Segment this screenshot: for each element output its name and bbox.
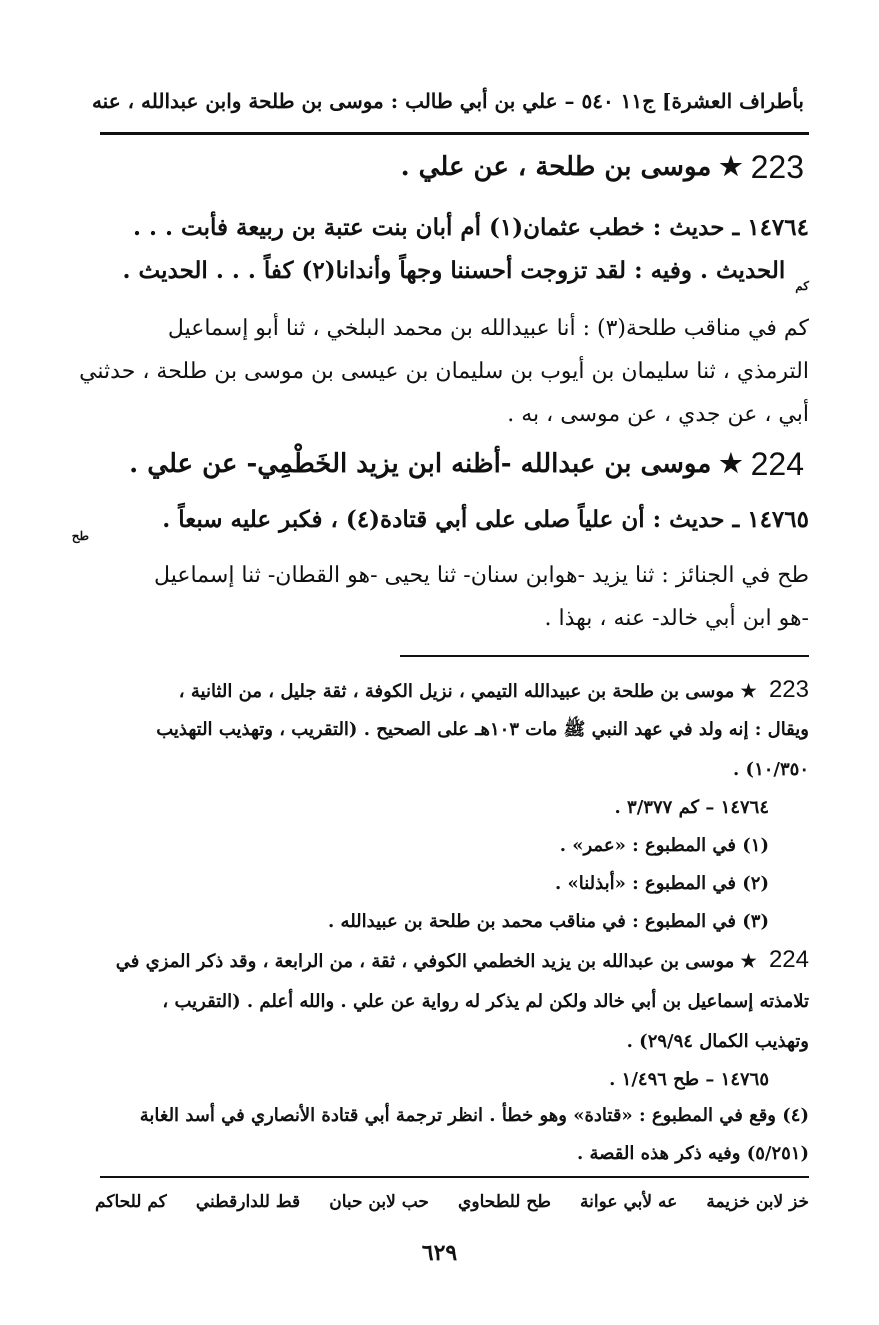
isnad-text: طح في الجنائز : ثنا يزيد -هوابن سنان- ثنا يحيى -هو القطان- ثنا إسماعيل <box>154 563 809 588</box>
abbreviation-key <box>95 1192 809 1212</box>
footnote-224-line-3 <box>100 1026 809 1058</box>
footnote-text: ١٠/٣٥٠) . <box>733 759 809 780</box>
abbrev-item: حب لابن حبان <box>329 1192 429 1212</box>
footnote-text: تلامذته إسماعيل بن أبي خالد ولكن لم يذكر له رواية عن علي . والله أعلم . (التقريب ، <box>162 991 809 1012</box>
footnote-text: (٤) وقع في المطبوع : «قتادة» وهو خطأ . انظر ترجمة أبي قتادة الأنصاري في أسد الغابة <box>139 1105 809 1126</box>
source-code: طح <box>71 529 89 543</box>
abbrev-item: عه لأبي عوانة <box>580 1192 678 1212</box>
footnote-223-line-3 <box>100 754 809 786</box>
isnad-text: كم في مناقب طلحة(٣) : أنا عبيدالله بن محمد البلخي ، ثنا أبو إسماعيل <box>167 316 809 341</box>
abbrev-item: قط للدارقطني <box>195 1192 301 1212</box>
header-text: بأطراف العشرة] ج١١ ٥٤٠ – علي بن أبي طالب : موسى بن طلحة وابن عبدالله ، عنه <box>91 89 804 113</box>
abbrev-item: طح للطحاوي <box>458 1192 551 1212</box>
entry-title: موسى بن طلحة ، عن علي . <box>400 152 712 182</box>
footnote-224-line-2 <box>100 986 809 1018</box>
footnote-ref-14765 <box>100 1064 769 1096</box>
entry-number: 223 <box>750 148 804 185</box>
page-number: ٦٢٩ <box>421 1240 458 1266</box>
footnote-number: 224 <box>768 946 809 973</box>
footnote-text: ★ موسى بن طلحة بن عبيدالله التيمي ، نزيل الكوفة ، ثقة جليل ، من الثانية ، <box>178 681 757 702</box>
footnote-223-line-2 <box>100 714 809 746</box>
narrator-entry-224 <box>100 442 804 486</box>
hadith-text: ١٤٧٦٤ ـ حديث : خطب عثمان(١) أم أبان بنت عتبة بن ربيعة فأبت . . . <box>132 214 809 241</box>
hadith-text: الحديث . وفيه : لقد تزوجت أحسننا وجهاً وأندانا(٢) كفاً . . . الحديث . <box>122 257 786 284</box>
star-icon: ★ <box>719 152 743 182</box>
isnad-1-line-3 <box>100 395 809 435</box>
header-rule <box>100 132 809 135</box>
isnad-1-line-1 <box>100 309 809 349</box>
footnote-2 <box>100 868 769 900</box>
isnad-2-line-2 <box>100 599 809 639</box>
hadith-14765-code <box>72 528 89 544</box>
footnote-1 <box>100 830 769 862</box>
footnote-separator <box>400 655 809 657</box>
hadith-14765-line-1 <box>100 500 809 540</box>
footnote-text: (١) في المطبوع : «عمر» . <box>559 835 769 856</box>
footnote-224-line-1 <box>100 944 809 978</box>
isnad-text: أبي ، عن جدي ، عن موسى ، به . <box>507 402 809 427</box>
entry-title: موسى بن عبدالله -أظنه ابن يزيد الخَطْمِي- عن علي . <box>129 449 712 479</box>
abbrev-item: خز لابن خزيمة <box>706 1192 809 1212</box>
running-header <box>91 84 804 118</box>
footnote-text: ١٤٧٦٥ – طح ١/٤٩٦ . <box>609 1069 769 1090</box>
footnote-223-line-1 <box>100 674 809 708</box>
narrator-entry-223 <box>100 145 804 189</box>
footnote-4-line-2 <box>100 1138 809 1170</box>
abbrev-item: كم للحاكم <box>95 1192 167 1212</box>
footnote-text: ويقال : إنه ولد في عهد النبي ﷺ مات ١٠٣هـ على الصحيح . (التقريب ، وتهذيب التهذيب <box>156 719 809 740</box>
footnote-text: وتهذيب الكمال ٢٩/٩٤) . <box>626 1031 809 1052</box>
hadith-14764-line-1 <box>100 208 809 248</box>
isnad-text: الترمذي ، ثنا سليمان بن أيوب بن سليمان بن عيسى بن موسى بن طلحة ، حدثني <box>79 359 809 384</box>
source-code: كم <box>795 279 809 293</box>
footnote-3 <box>100 906 769 938</box>
footnote-ref-14764 <box>100 792 769 824</box>
footnote-number: 223 <box>768 676 809 703</box>
isnad-2-line-1 <box>100 556 809 596</box>
star-icon: ★ <box>719 449 743 479</box>
footnote-text: (٢) في المطبوع : «أبذلنا» . <box>554 873 769 894</box>
hadith-text: ١٤٧٦٥ ـ حديث : أن علياً صلى على أبي قتادة(٤) ، فكبر عليه سبعاً . <box>162 506 809 533</box>
entry-number: 224 <box>750 445 804 482</box>
footnote-text: ١٤٧٦٤ – كم ٣/٣٧٧ . <box>614 797 769 818</box>
footnote-text: (٥/٢٥١) وفيه ذكر هذه القصة . <box>576 1143 809 1164</box>
footnote-text: (٣) في المطبوع : في مناقب محمد بن طلحة بن عبيدالله . <box>328 911 769 932</box>
footnote-4-line-1 <box>100 1100 809 1132</box>
isnad-text: -هو ابن أبي خالد- عنه ، بهذا . <box>544 606 809 631</box>
footnote-text: ★ موسى بن عبدالله بن يزيد الخطمي الكوفي ، ثقة ، من الرابعة ، وقد ذكر المزي في <box>115 951 757 972</box>
isnad-1-line-2 <box>79 352 809 392</box>
hadith-14764-line-2 <box>100 251 809 294</box>
abbreviation-rule <box>100 1176 809 1178</box>
